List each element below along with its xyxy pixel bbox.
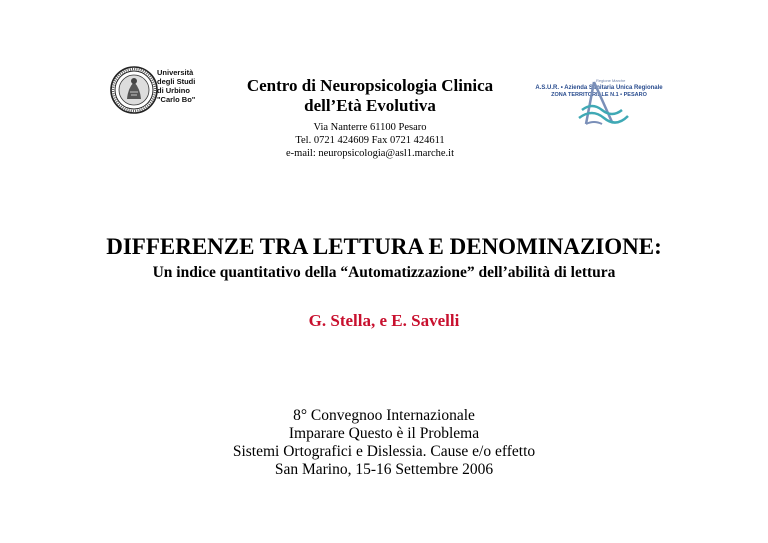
conference-line-4: San Marino, 15-16 Settembre 2006 (274, 461, 494, 478)
asur-name: A.S.U.R. • Azienda Sanitaria Unica Regionale (535, 85, 663, 91)
contact-info (200, 121, 540, 160)
university-line-3: di Urbino (157, 86, 190, 95)
university-name (157, 68, 205, 104)
university-line-2: degli Studi (157, 77, 196, 86)
document-title: DIFFERENZE TRA LETTURA E DENOMINAZIONE: (106, 234, 662, 259)
asur-wave-emblem-icon (532, 78, 666, 128)
conference-line-1: 8° Convegnoo Internazionale (293, 407, 475, 424)
center-header (200, 76, 540, 160)
email: e-mail: neuropsicologia@asl1.marche.it (286, 148, 454, 159)
document-subtitle: Un indice quantitativo della “Automatizzazione” dell’abilità di lettura (152, 264, 616, 281)
asur-zone: ZONA TERRITORIALE N.1 • PESARO (551, 92, 647, 98)
address: Via Nanterre 61100 Pesaro (313, 122, 427, 133)
university-seal-icon (110, 66, 158, 114)
conference-line-3: Sistemi Ortografici e Dislessia. Cause e/o effetto (232, 443, 536, 460)
authors: G. Stella, e E. Savelli (308, 311, 460, 330)
phone-fax: Tel. 0721 424609 Fax 0721 424611 (295, 135, 445, 146)
asur-region-label: Regione Marche (596, 78, 626, 83)
conference-info (0, 407, 768, 479)
center-name-line-2: dell’Età Evolutiva (304, 96, 436, 115)
asur-logo (532, 78, 666, 128)
university-urbino-logo (110, 66, 202, 118)
university-line-4: "Carlo Bo" (157, 95, 196, 104)
conference-line-2: Imparare Questo è il Problema (288, 425, 480, 442)
university-line-1: Università (157, 68, 194, 77)
center-name-line-1: Centro di Neuropsicologia Clinica (246, 76, 494, 95)
